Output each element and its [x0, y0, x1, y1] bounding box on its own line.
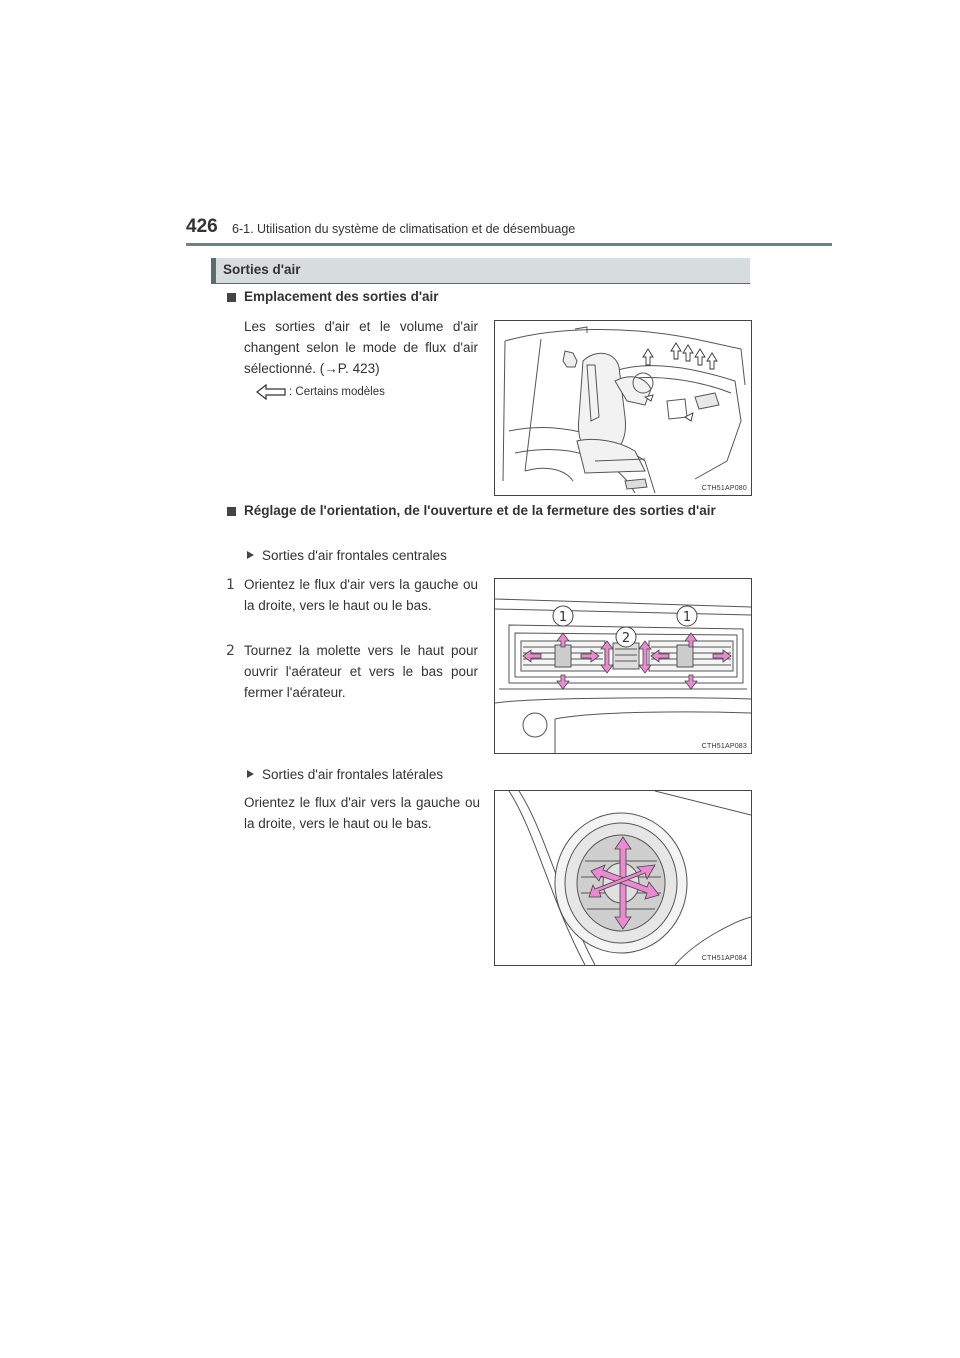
outlet-arrow-legend-icon — [256, 383, 286, 401]
side-vent-illustration — [495, 791, 751, 965]
step-number-1: 1 — [226, 577, 235, 593]
paragraph-air-outlet-location — [244, 316, 478, 379]
header-rule — [186, 243, 832, 246]
legend-label: : Certains modèles — [289, 386, 385, 398]
arrow-symbol: → — [324, 361, 338, 376]
callout-label-1: 1 — [558, 610, 568, 625]
square-bullet-icon — [227, 293, 236, 302]
heading-air-outlet-location: Emplacement des sorties d'air — [244, 289, 439, 304]
triangle-bullet-icon — [247, 551, 254, 559]
chapter-title: 6-1. Utilisation du système de climatisation et de désembuage — [232, 222, 576, 236]
section-title-bar — [211, 258, 750, 284]
figure-code: CTH51AP083 — [701, 743, 747, 750]
section-accent — [211, 258, 216, 283]
callout-label-1: 1 — [682, 610, 692, 625]
figure-code: CTH51AP080 — [701, 485, 747, 492]
figure-code: CTH51AP084 — [701, 955, 747, 962]
callout-label-2: 2 — [621, 631, 631, 646]
page-reference-link[interactable]: P. 423) — [337, 361, 380, 376]
figure-side-vent — [494, 790, 752, 966]
side-outlets-text: Orientez le flux d'air vers la gauche ou la droite, vers le haut ou le bas. — [244, 795, 480, 831]
subheading-side-outlets: Sorties d'air frontales latérales — [262, 767, 444, 782]
outlet-arrow-icons — [643, 343, 717, 421]
triangle-bullet-icon — [247, 770, 254, 778]
section-title: Sorties d'air — [223, 262, 301, 277]
cabin-illustration — [495, 321, 751, 495]
square-bullet-icon — [227, 507, 236, 516]
figure-center-vents — [494, 578, 752, 754]
page-number: 426 — [186, 216, 218, 237]
step-number-2: 2 — [226, 643, 235, 659]
center-vents-illustration — [495, 579, 751, 753]
paragraph-text: Les sorties d'air et le volume d'air changent selon le mode de flux d'air sélectionné. ( — [244, 319, 478, 376]
subheading-center-outlets: Sorties d'air frontales centrales — [262, 548, 447, 563]
figure-cabin-outlets — [494, 320, 752, 496]
step-1-text: Orientez le flux d'air vers la gauche ou la droite, vers le haut ou le bas. — [244, 577, 478, 613]
heading-adjust-outlets: Réglage de l'orientation, de l'ouverture et de la fermeture des sorties d'air — [244, 503, 716, 518]
step-2-text: Tournez la molette vers le haut pour ouvrir l'aérateur et vers le bas pour fermer l'aérateur. — [244, 643, 478, 700]
